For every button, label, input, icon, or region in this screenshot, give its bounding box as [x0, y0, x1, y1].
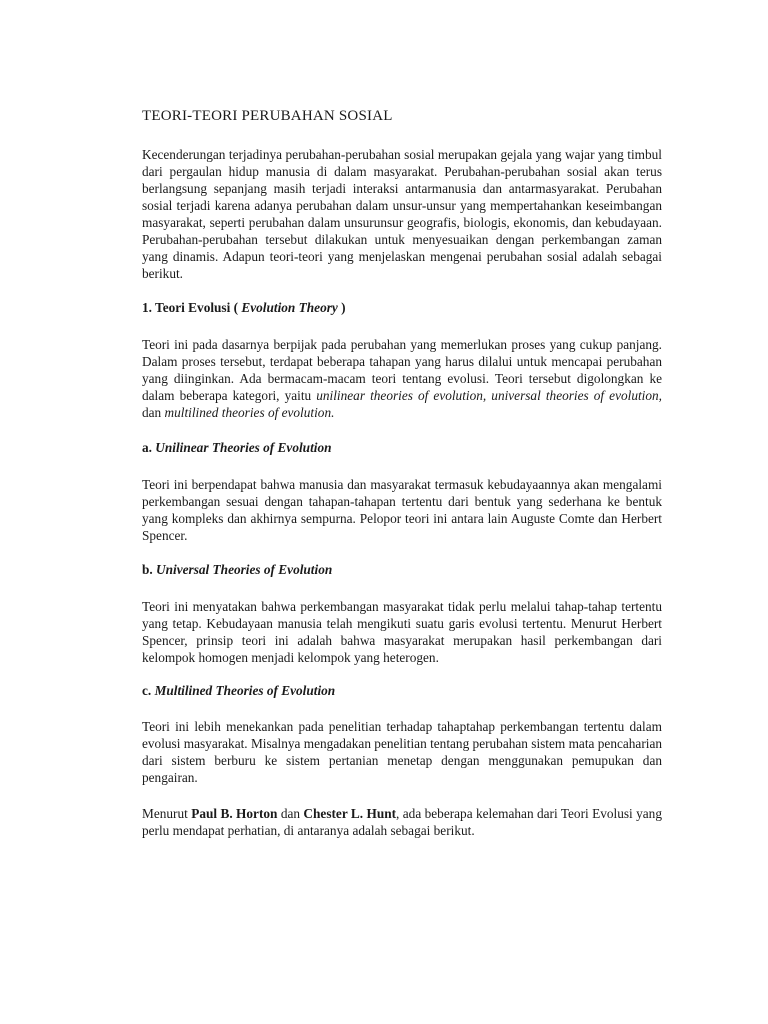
section-1-body-text: Teori ini pada dasarnya berpijak pada perubahan yang memerlukan proses yang cukup panjang. Dalam proses tersebut, terdapat beberapa tahapan yang harus dilalui untuk mencapai perubahan yang diinginkan. Ada bermacam-macam teori tentang evolusi. Teori tersebut digolongkan ke dalam beberapa kategori, yaitu	[142, 337, 662, 403]
section-1-body-mid: dan	[142, 405, 165, 420]
intro-paragraph: Kecenderungan terjadinya perubahan-perubahan sosial merupakan gejala yang wajar yang timbul dari pergaulan hidup manusia di dalam masyarakat. Perubahan-perubahan sosial akan terus berlangsung sepanjang masih terjadi interaksi antarmanusia dan antarmasyarakat. Perubahan sosial terjadi karena adanya perubahan dalam unsur-unsur yang mempertahankan keseimbangan masyarakat, seperti perubahan dalam unsurunsur geografis, biologis, ekonomis, dan kebudayaan. Perubahan-perubahan tersebut dilakukan untuk menyesuaikan dengan perkembangan zaman yang dinamis. Adapun teori-teori yang menjelaskan mengenai perubahan sosial adalah sebagai berikut.	[142, 147, 662, 281]
subsection-a-paragraph: Teori ini berpendapat bahwa manusia dan masyarakat termasuk kebudayaannya akan mengalami perkembangan sesuai dengan tahapan-tahapan tertentu dari bentuk yang sederhana ke bentuk yang kompleks dan akhirnya sempurna. Pelopor teori ini antara lain Auguste Comte dan Herbert Spencer.	[142, 477, 662, 543]
subsection-c-label: c.	[142, 683, 155, 698]
closing-suffix: , ada beberapa kelemahan dari Teori Evolusi yang perlu mendapat perhatian, di antaranya adalah sebagai berikut.	[142, 806, 662, 838]
document-title: TEORI-TEORI PERUBAHAN SOSIAL	[142, 108, 393, 124]
section-1-body-italic-1: unilinear theories of evolution, universal theories of evolution,	[316, 388, 662, 403]
closing-paragraph	[142, 805, 662, 839]
section-1-paragraph	[142, 336, 662, 421]
subsection-c-paragraph: Teori ini lebih menekankan pada penelitian terhadap tahaptahap perkembangan tertentu dalam evolusi masyarakat. Misalnya mengadakan penelitian tentang perubahan sistem mata pencaharian dari sistem berburu ke sistem pertanian menetap dengan menggunakan pemupukan dan pengairan.	[142, 719, 662, 785]
subsection-b-heading	[142, 562, 332, 578]
subsection-c-heading	[142, 683, 335, 699]
closing-mid: dan	[277, 806, 304, 821]
section-1-heading-suffix: )	[337, 300, 346, 315]
subsection-a-label: a.	[142, 440, 156, 455]
author-name-1: Paul B. Horton	[191, 806, 278, 821]
section-1-heading-italic: Evolution Theory	[241, 300, 338, 315]
section-1-body-italic-2: multilined theories of evolution.	[164, 405, 335, 420]
closing-prefix: Menurut	[142, 806, 192, 821]
author-name-2: Chester L. Hunt	[303, 806, 397, 821]
subsection-a-title: Unilinear Theories of Evolution	[155, 440, 332, 455]
subsection-c-title: Multilined Theories of Evolution	[154, 683, 336, 698]
subsection-a-heading	[142, 440, 332, 456]
section-1-heading	[142, 300, 346, 316]
subsection-b-paragraph: Teori ini menyatakan bahwa perkembangan masyarakat tidak perlu melalui tahap-tahap tertentu yang tetap. Kebudayaan manusia telah mengikuti suatu garis evolusi tertentu. Menurut Herbert Spencer, prinsip teori ini adalah bahwa masyarakat merupakan hasil perkembangan dari kelompok homogen menjadi kelompok yang heterogen.	[142, 599, 662, 665]
subsection-b-title: Universal Theories of Evolution	[156, 562, 333, 577]
subsection-b-label: b.	[142, 562, 157, 577]
section-1-heading-prefix: 1. Teori Evolusi (	[142, 300, 242, 315]
